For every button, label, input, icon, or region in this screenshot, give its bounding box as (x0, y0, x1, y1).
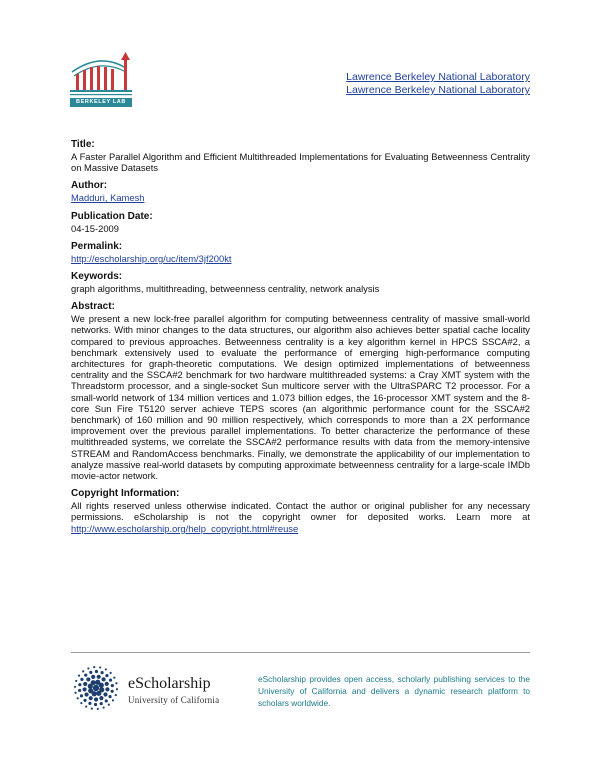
logo-dot (80, 694, 83, 697)
logo-dot (99, 696, 103, 700)
logo-dot (110, 672, 112, 674)
permalink-label: Permalink: (71, 240, 123, 252)
logo-dot (89, 696, 93, 700)
publication-date-label: Publication Date: (71, 210, 153, 222)
logo-dot (93, 685, 99, 691)
logo-dot (74, 692, 76, 694)
logo-dot (88, 702, 91, 705)
berkeley-lab-logo-icon (66, 50, 142, 110)
logo-dot (115, 694, 117, 696)
abstract-label: Abstract: (71, 301, 115, 313)
escholarship-brand-name: eScholarship (128, 675, 211, 692)
logo-dot (91, 675, 95, 679)
logo-dot (82, 687, 86, 691)
logo-dot (109, 679, 112, 682)
logo-dot (80, 702, 82, 704)
logo-dot (88, 688, 93, 693)
logo-dot (111, 684, 114, 687)
title-value: A Faster Parallel Algorithm and Efficient Multithreaded Implementations for Evaluating Betweenness Centrality on Massive Datasets (71, 151, 530, 174)
lab-link-1[interactable]: Lawrence Berkeley National Laboratory (346, 71, 530, 83)
logo-dot (101, 677, 105, 681)
logo-dot (87, 667, 89, 669)
escholarship-description: eScholarship provides open access, scholarly publishing services to the University of California and delivers a dynamic research platform to scholars worldwide. (258, 674, 530, 708)
logo-dot (105, 699, 108, 702)
logo-dot (105, 674, 108, 677)
permalink-link[interactable]: http://escholarship.org/uc/item/3jf200kt (71, 252, 232, 264)
logo-dot (103, 692, 107, 696)
lab-links (346, 71, 530, 97)
logo-dot (108, 704, 110, 706)
logo-dot (97, 708, 99, 710)
logo-dot (100, 702, 103, 705)
berkeley-lab-logo-text: BERKELEY LAB (76, 99, 126, 105)
keywords-value: graph algorithms, multithreading, betweenness centrality, network analysis (71, 283, 380, 295)
logo-dot (94, 697, 98, 701)
logo-dot (96, 691, 101, 696)
logo-dot (94, 703, 97, 706)
logo-dot (78, 689, 81, 692)
logo-dot (85, 705, 87, 707)
logo-dot (100, 671, 103, 674)
logo-dot (95, 670, 98, 673)
copyright-text: All rights reserved unless otherwise indicated. Contact the author or original publisher for any necessary permissions. eScholarship is not the copyright owner for deposited works. Learn more at (71, 500, 530, 523)
logo-dot (115, 682, 117, 684)
logo-dot (78, 683, 81, 686)
logo-dot (77, 697, 79, 699)
publication-date-value: 04-15-2009 (71, 222, 119, 234)
logo-dot (103, 706, 105, 708)
logo-dot (105, 668, 107, 670)
logo-dot (75, 680, 77, 682)
lab-link-2[interactable]: Lawrence Berkeley National Laboratory (346, 84, 530, 96)
escholarship-brand-sub: University of California (128, 695, 220, 705)
author-link[interactable]: Madduri, Kamesh (71, 192, 145, 204)
copyright-value (71, 500, 530, 534)
logo-dot (84, 692, 88, 696)
logo-dot (89, 671, 92, 674)
logo-dot (105, 682, 109, 686)
logo-dot (108, 695, 111, 698)
logo-dot (97, 675, 101, 679)
logo-dot (91, 707, 93, 709)
logo-dot (82, 670, 84, 672)
escholarship-dots-logo-icon (70, 664, 126, 712)
logo-dot (113, 677, 115, 679)
logo-dot (116, 688, 118, 690)
abstract-value: We present a new lock-free parallel algorithm for computing betweenness centrality of massive small-world networks. With minor changes to the data structures, our algorithm also achieves better spatial cache locality compared to previous approaches. Betweenness centrality is a key algorithm kernel in HPCS SSCA#2, a benchmark extensively used to evaluate the performance of emerging high-performance computing architectures for graph-theoretic computations. We design optimized implementations of betweenness centrality and the SSCA#2 benchmark for two hardware multithreaded systems: a Cray XMT system with the Threadstorm processor, and a single-socket Sun multicore server with the UltraSPARC T2 processor. For a small-world network of 134 million vertices and 1.073 billion edges, the 16-processor XMT system and the 8-core Sun Fire T5120 server achieve TEPS scores (an algorithmic performance count for the SSCA#2 benchmark) of 160 million and 90 million respectively, which corresponds to more than a 2X performance improvement over the previous parallel implementations. To better characterize the performance of these multithreaded systems, we correlate the SSCA#2 performance results with data from the memory-intensive STREAM and RandomAccess benchmarks. Finally, we demonstrate the applicability of our implementation to analyze massive real-world datasets by computing approximate betweenness centrality for a large-scale IMDb movie-actor network. (71, 313, 530, 482)
copyright-link[interactable]: http://www.escholarship.org/help_copyright.html#reuse (71, 522, 299, 534)
copyright-label: Copyright Information: (71, 488, 180, 500)
logo-dot (105, 687, 109, 691)
logo-dot (80, 678, 83, 681)
author-label: Author: (71, 180, 108, 192)
logo-dot (91, 680, 96, 685)
logo-dot (99, 666, 101, 668)
logo-dot (78, 675, 80, 677)
logo-dot (84, 673, 87, 676)
footer-divider (71, 652, 530, 653)
keywords-label: Keywords: (71, 271, 123, 283)
logo-dot (111, 690, 114, 693)
logo-dot (112, 699, 114, 701)
logo-dot (86, 677, 90, 681)
logo-dot (74, 686, 76, 688)
record-content (71, 139, 530, 534)
logo-dot (83, 699, 86, 702)
logo-dot (99, 683, 104, 688)
logo-dot (83, 682, 87, 686)
title-label: Title: (71, 139, 95, 150)
logo-dot (93, 666, 95, 668)
